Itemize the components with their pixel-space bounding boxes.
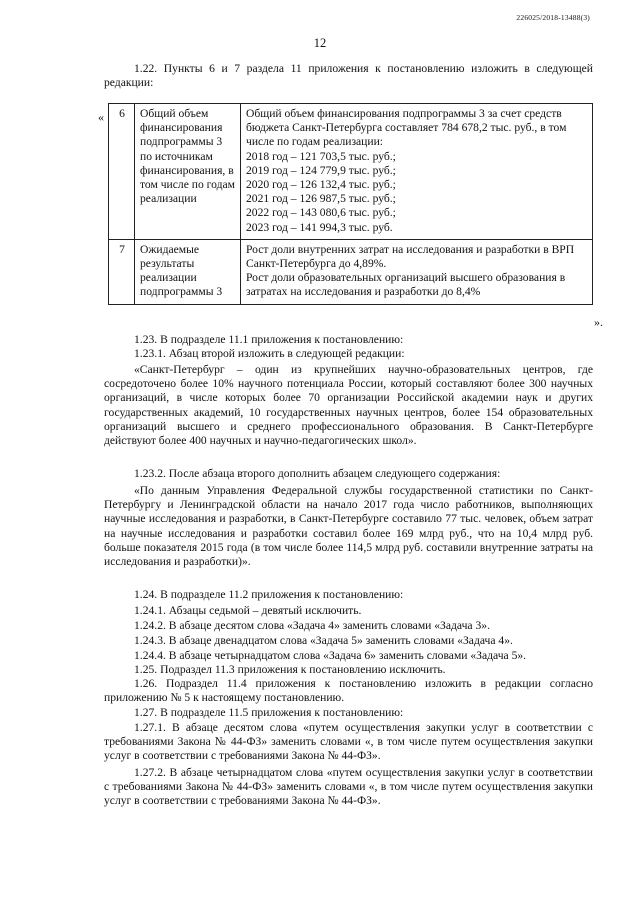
- table-open-quote: «: [98, 110, 104, 124]
- content-line: Рост доли образовательных организаций высшего образования в затратах на исследования и разработки до 8,4%: [246, 271, 566, 299]
- paragraph-1-27: 1.27. В подразделе 11.5 приложения к постановлению:: [134, 706, 404, 719]
- amendment-table: [108, 103, 593, 305]
- row-label: Общий объем финансирования подпрограммы 3 по источникам финансирования, в том числе по годам реализации: [135, 104, 241, 240]
- row-content: [241, 239, 593, 304]
- content-line: 2020 год – 126 132,4 тыс. руб.;: [246, 178, 396, 192]
- document-id: 226025/2018-13488(3): [516, 13, 590, 22]
- content-line: 2018 год – 121 703,5 тыс. руб.;: [246, 149, 396, 163]
- page-number: 12: [313, 36, 327, 50]
- paragraph-1-24-3: 1.24.3. В абзаце двенадцатом слова «Задача 5» заменить словами «Задача 4».: [134, 634, 513, 647]
- paragraph-1-24-2: 1.24.2. В абзаце десятом слова «Задача 4» заменить словами «Задача 3».: [134, 619, 490, 632]
- paragraph-1-23: 1.23. В подразделе 11.1 приложения к постановлению:: [134, 333, 404, 346]
- paragraph-1-23-1: 1.23.1. Абзац второй изложить в следующей редакции:: [134, 347, 405, 360]
- paragraph-1-24-1: 1.24.1. Абзацы седьмой – девятый исключить.: [134, 604, 362, 617]
- table-close-quote: ».: [594, 315, 603, 329]
- row-number: 7: [109, 239, 135, 304]
- row-content: [241, 104, 593, 240]
- table-row: [109, 104, 593, 240]
- content-line: 2019 год – 124 779,9 тыс. руб.;: [246, 163, 396, 177]
- paragraph-1-23-1-text: «Санкт-Петербург – один из крупнейших научно-образовательных центров, где сосредоточено более 10% научного потенциала России, который составляют более 300 научных организаций, в числе которых более 70 организации Российской академии наук и других государственных академий, 10 государственных научных центров, более 154 образовательных организаций высшего и среднего профессионального образования. В Санкт-Петербурге действуют более 400 научных и научно-педагогических школ».: [104, 363, 593, 448]
- paragraph-1-27-2: 1.27.2. В абзаце четырнадцатом слова «путем осуществления закупки услуг в соответствии с требованиями Закона № 44-ФЗ» заменить словами «, в том числе путем осуществления закупки услуг в соответствии с требованиями Закона № 44-ФЗ».: [104, 766, 593, 808]
- paragraph-1-27-1: 1.27.1. В абзаце десятом слова «путем осуществления закупки услуг в соответствии с требованиями Закона № 44-ФЗ» заменить словами «, в том числе путем осуществления закупки услуг в соответствии с требованиями Закона № 44-ФЗ».: [104, 721, 593, 763]
- content-line: 2021 год – 126 987,5 тыс. руб.;: [246, 192, 396, 206]
- content-line: Рост доли внутренних затрат на исследования и разработки в ВРП Санкт-Петербурга до 4,89%.: [246, 242, 575, 271]
- table-row: [109, 239, 593, 304]
- paragraph-1-23-2: 1.23.2. После абзаца второго дополнить абзацем следующего содержания:: [134, 467, 501, 480]
- paragraph-1-22: 1.22. Пункты 6 и 7 раздела 11 приложения к постановлению изложить в следующей редакции:: [104, 62, 593, 90]
- paragraph-1-25: 1.25. Подраздел 11.3 приложения к постановлению исключить.: [134, 663, 446, 676]
- row-number: 6: [109, 104, 135, 240]
- content-line: 2023 год – 141 994,3 тыс. руб.: [246, 220, 393, 234]
- content-line: 2022 год – 143 080,6 тыс. руб.;: [246, 206, 396, 220]
- paragraph-1-24: 1.24. В подразделе 11.2 приложения к постановлению:: [134, 588, 404, 601]
- paragraph-1-24-4: 1.24.4. В абзаце четырнадцатом слова «Задача 6» заменить словами «Задача 5».: [134, 649, 527, 662]
- row-label: Ожидаемые результаты реализации подпрограммы 3: [135, 239, 241, 304]
- paragraph-1-23-2-text: «По данным Управления Федеральной службы государственной статистики по Санкт-Петербургу и Ленинградской области на начало 2017 года число работников, выполняющих научные исследования и разработки, в Санкт-Петербурге составило 77 тыс. человек, объем затрат на научные исследования и разработки составил более 169 млрд руб., что на 10,4 млрд руб. больше показателя 2015 года (в том числе более 114,5 млрд руб. составили внутренние затраты на исследования и разработки)».: [104, 484, 593, 569]
- content-line: Общий объем финансирования подпрограммы 3 за счет средств бюджета Санкт-Петербурга составляет 784 678,2 тыс. руб., в том числе по годам реализации:: [246, 107, 567, 149]
- paragraph-1-26: 1.26. Подраздел 11.4 приложения к постановлению изложить в редакции согласно приложению № 5 к настоящему постановлению.: [104, 677, 593, 705]
